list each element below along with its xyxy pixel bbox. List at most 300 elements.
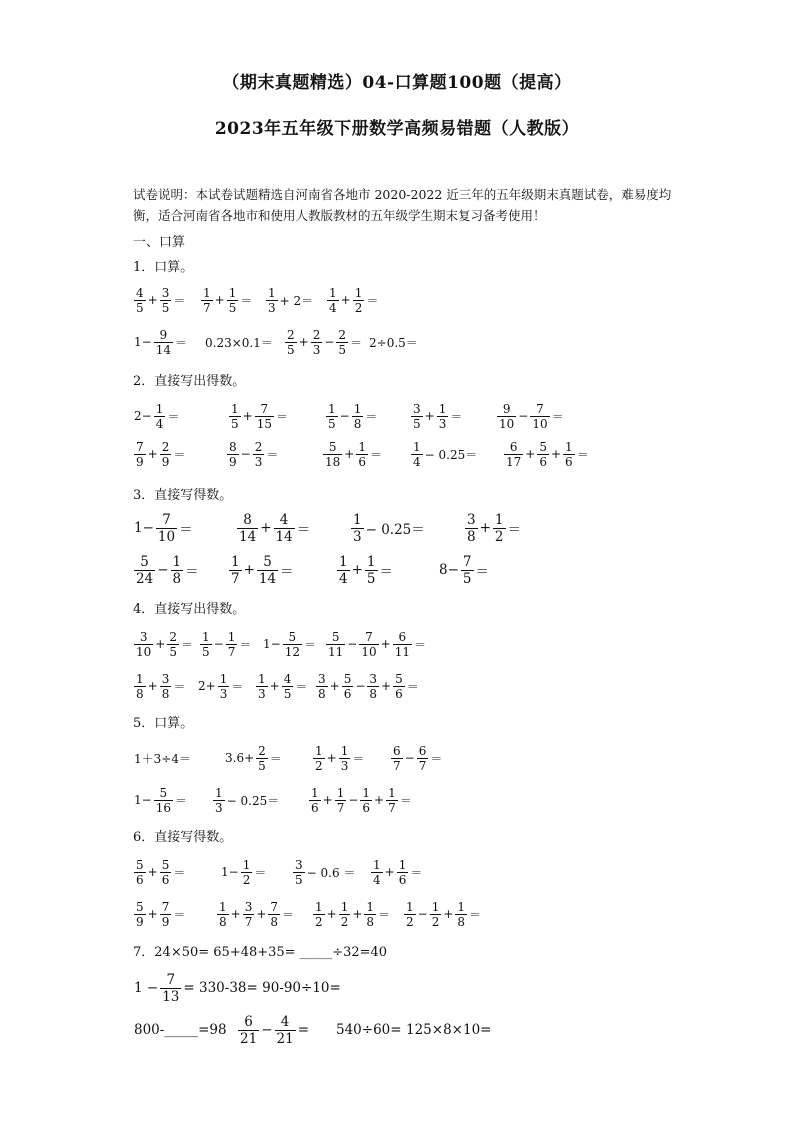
numerator: 1 <box>311 785 319 800</box>
numerator: 7 <box>270 899 279 914</box>
numerator: 1 <box>340 899 349 914</box>
denominator: 10 <box>499 416 515 431</box>
math-expression <box>464 508 522 548</box>
numerator: 5 <box>136 899 144 914</box>
operator-text: 1− <box>263 637 281 651</box>
operator-text: ＝ <box>173 447 186 462</box>
math-expression <box>265 280 314 320</box>
denominator: 5 <box>295 872 303 887</box>
math-expression <box>370 852 423 892</box>
numerator: 1 <box>438 401 447 416</box>
numerator: 1 <box>155 401 164 416</box>
numerator: 1 <box>202 629 210 644</box>
numerator: 5 <box>328 439 337 454</box>
fraction <box>282 672 294 701</box>
math-expression <box>133 1010 228 1050</box>
denominator: 5 <box>228 300 237 315</box>
fraction <box>327 286 339 315</box>
denominator: 3 <box>268 300 276 315</box>
numerator: 5 <box>331 629 340 644</box>
numerator: 6 <box>418 743 427 758</box>
fraction <box>167 630 179 659</box>
math-expression <box>133 550 200 590</box>
expression-row <box>0 280 794 320</box>
numerator: 2 <box>161 439 170 454</box>
operator-text: 2+ <box>198 679 216 693</box>
fraction <box>367 672 379 701</box>
numerator: 1 <box>406 899 414 914</box>
expression-row <box>0 1010 794 1050</box>
math-expression <box>438 550 490 590</box>
denominator: 8 <box>353 416 362 431</box>
fraction <box>134 554 155 587</box>
fraction <box>134 440 146 469</box>
operator-text: − <box>261 1022 273 1038</box>
expression-row <box>0 550 794 590</box>
operator-text: + <box>374 793 385 807</box>
numerator: 1 <box>328 401 336 416</box>
numerator: 1 <box>136 671 144 686</box>
fraction <box>504 440 523 469</box>
numerator: 6 <box>509 439 518 454</box>
expression-row <box>0 852 794 892</box>
numerator: 1 <box>258 671 266 686</box>
math-expression <box>197 666 244 706</box>
math-expression <box>133 396 180 436</box>
operator-text: + <box>424 409 435 423</box>
fraction <box>274 512 295 545</box>
fraction <box>455 900 467 929</box>
expression-row <box>0 780 794 820</box>
operator-text: 125×8×10= <box>406 1022 492 1038</box>
math-expression <box>133 508 194 548</box>
fraction <box>311 328 323 357</box>
operator-text: ＝ <box>185 564 199 580</box>
math-expression <box>390 738 443 778</box>
numerator: 5 <box>161 857 170 872</box>
denominator: 6 <box>395 686 403 701</box>
math-expression <box>405 1010 492 1050</box>
fraction <box>283 630 302 659</box>
fraction <box>397 858 409 887</box>
denominator: 9 <box>136 914 144 929</box>
denominator: 13 <box>162 988 180 1005</box>
numerator: 3 <box>467 511 476 528</box>
operator-text: + <box>147 447 158 461</box>
fraction <box>285 328 297 357</box>
fraction <box>316 672 328 701</box>
math-expression <box>335 1010 403 1050</box>
numerator: 1 <box>315 743 323 758</box>
numerator: 2 <box>254 439 263 454</box>
math-expression <box>368 322 419 362</box>
denominator: 10 <box>532 416 548 431</box>
numerator: 1 <box>565 439 573 454</box>
operator-text: − <box>157 562 169 578</box>
operator-text: + <box>380 637 391 651</box>
operator-text: − <box>348 793 359 807</box>
math-expression <box>226 434 279 474</box>
denominator: 6 <box>358 454 366 469</box>
operator-text: + <box>443 907 454 921</box>
question-label: 5．口算。 <box>133 716 194 731</box>
denominator: 4 <box>329 300 337 315</box>
operator-text: + <box>326 751 337 765</box>
operator-text: + <box>242 409 253 423</box>
paper-description: 试卷说明：本试卷试题精选自河南省各地市 2020-2022 近三年的五年级期末真题试卷，难易度均衡，适合河南省各地市和使用人教版教材的五年级学生期末复习备考使用！ <box>133 187 672 223</box>
denominator: 8 <box>457 914 466 929</box>
operator-text: + <box>214 293 225 307</box>
operator-text: ＝ <box>352 751 365 766</box>
denominator: 5 <box>413 416 421 431</box>
fraction <box>200 630 212 659</box>
denominator: 6 <box>398 872 407 887</box>
operator-text: ＝ <box>173 293 186 308</box>
denominator: 24 <box>136 570 154 587</box>
operator-text: 3.6+ <box>225 751 255 765</box>
denominator: 3 <box>312 342 321 357</box>
denominator: 6 <box>565 454 573 469</box>
operator-text: + <box>322 793 333 807</box>
math-expression <box>133 434 186 474</box>
operator-text: + 2＝ <box>279 293 314 308</box>
math-expression <box>199 624 252 664</box>
denominator: 6 <box>311 800 319 815</box>
math-expression <box>228 550 295 590</box>
denominator: 2 <box>340 914 349 929</box>
operator-text: 0.23×0.1＝ <box>205 335 273 350</box>
fraction <box>268 900 280 929</box>
fraction <box>417 744 429 773</box>
operator-text: 1− <box>134 520 154 536</box>
operator-text: − <box>355 679 366 693</box>
denominator: 5 <box>161 300 170 315</box>
numerator: 1 <box>231 401 239 416</box>
operator-text: − <box>213 637 224 651</box>
fraction <box>323 440 342 469</box>
denominator: 7 <box>244 914 253 929</box>
operator-text: 1− <box>221 865 239 879</box>
fraction <box>160 286 172 315</box>
denominator: 21 <box>276 1030 294 1047</box>
operator-text: − <box>339 409 350 423</box>
numerator: 1 <box>353 401 362 416</box>
denominator: 15 <box>256 416 272 431</box>
fraction <box>154 402 166 431</box>
denominator: 14 <box>239 528 257 545</box>
operator-text: + <box>329 679 340 693</box>
operator-text: 540÷60= <box>336 1022 402 1038</box>
denominator: 6 <box>539 454 547 469</box>
fraction <box>360 786 372 815</box>
fraction <box>237 512 258 545</box>
fraction <box>134 858 146 887</box>
numerator: 4 <box>280 1013 290 1030</box>
fraction <box>227 440 239 469</box>
denominator: 6 <box>136 872 144 887</box>
operator-text: = 330-38= 90-90÷10= <box>183 980 341 996</box>
numerator: 3 <box>413 401 421 416</box>
denominator: 10 <box>361 644 377 659</box>
numerator: 1 <box>494 511 504 528</box>
denominator: 3 <box>215 800 223 815</box>
numerator: 5 <box>539 439 547 454</box>
operator-text: + <box>147 293 158 307</box>
operator-text: ＝ <box>406 679 419 694</box>
math-expression <box>236 508 311 548</box>
operator-text: + <box>381 679 392 693</box>
operator-text: − <box>324 335 335 349</box>
operator-text: ＝ <box>551 409 564 424</box>
denominator: 14 <box>275 528 293 545</box>
numerator: 1 <box>431 899 440 914</box>
expression-row <box>0 624 794 664</box>
numerator: 1 <box>215 785 223 800</box>
numerator: 7 <box>136 439 144 454</box>
denominator: 7 <box>227 644 236 659</box>
denominator: 2 <box>315 914 323 929</box>
denominator: 5 <box>258 758 266 773</box>
math-expression <box>224 738 283 778</box>
math-expression <box>133 894 186 934</box>
fraction <box>461 554 474 587</box>
fraction <box>326 402 338 431</box>
operator-text: 8− <box>439 562 459 578</box>
numerator: 3 <box>244 899 253 914</box>
numerator: 7 <box>260 401 269 416</box>
numerator: 3 <box>318 671 326 686</box>
fraction <box>563 440 575 469</box>
math-expression <box>336 550 394 590</box>
math-expression <box>220 852 267 892</box>
operator-text: ＝ <box>450 409 463 424</box>
fraction <box>465 512 478 545</box>
operator-text: + <box>230 907 241 921</box>
operator-text: ＝ <box>173 679 186 694</box>
numerator: 1 <box>362 785 371 800</box>
fraction <box>371 858 383 887</box>
numerator: 9 <box>159 327 168 342</box>
math-expression <box>204 322 274 362</box>
denominator: 2 <box>431 914 440 929</box>
numerator: 2 <box>169 629 177 644</box>
math-expression <box>284 322 363 362</box>
operator-text: + <box>326 907 337 921</box>
operator-text: ＝ <box>296 522 311 538</box>
denominator: 16 <box>155 800 171 815</box>
numerator: 1 <box>353 511 362 528</box>
fraction <box>430 900 442 929</box>
operator-text: + <box>298 335 309 349</box>
operator-text: ＝ <box>413 637 426 652</box>
question-label: 3．直接写得数。 <box>133 488 233 503</box>
expression-row <box>0 968 794 1008</box>
operator-text: + <box>155 637 166 651</box>
fraction <box>218 672 230 701</box>
fraction <box>342 672 354 701</box>
math-expression <box>133 624 194 664</box>
operator-text: ＝ <box>266 447 279 462</box>
fraction <box>171 554 184 587</box>
fraction <box>275 1014 296 1047</box>
math-expression <box>312 894 391 934</box>
denominator: 11 <box>394 644 410 659</box>
numerator: 4 <box>279 511 289 528</box>
operator-text: 1− <box>134 335 152 349</box>
numerator: 2 <box>338 327 347 342</box>
denominator: 3 <box>340 758 349 773</box>
operator-text: ＝ <box>174 793 187 808</box>
fraction <box>156 512 177 545</box>
operator-text: + <box>340 293 351 307</box>
numerator: 6 <box>244 1013 253 1030</box>
numerator: 1 <box>315 899 323 914</box>
fraction <box>134 900 146 929</box>
numerator: 8 <box>243 511 252 528</box>
operator-text: + <box>243 562 255 578</box>
numerator: 7 <box>462 553 472 570</box>
fraction <box>134 630 153 659</box>
math-expression <box>308 780 413 820</box>
operator-text: 2− <box>134 409 152 423</box>
expression-row <box>0 666 794 706</box>
math-expression <box>410 396 463 436</box>
question-label: 4．直接写出得数。 <box>133 602 246 617</box>
fraction <box>335 786 347 815</box>
fraction <box>537 440 549 469</box>
fraction <box>309 786 321 815</box>
numerator: 1 <box>219 671 228 686</box>
fraction <box>134 672 146 701</box>
operator-text: ＝ <box>369 447 382 462</box>
denominator: 2 <box>242 872 251 887</box>
denominator: 5 <box>328 416 336 431</box>
math-expression <box>133 852 186 892</box>
fraction <box>226 630 238 659</box>
numerator: 1 <box>231 553 240 570</box>
expression-row <box>0 434 794 474</box>
denominator: 9 <box>161 914 170 929</box>
denominator: 2 <box>494 528 504 545</box>
operator-text: + <box>147 865 158 879</box>
denominator: 5 <box>287 342 295 357</box>
fraction <box>255 402 274 431</box>
math-expression <box>503 434 590 474</box>
fraction <box>160 900 172 929</box>
numerator: 4 <box>136 285 144 300</box>
numerator: 1 <box>329 285 337 300</box>
denominator: 7 <box>393 758 401 773</box>
math-expression <box>292 852 356 892</box>
numerator: 1 <box>203 285 211 300</box>
operator-text: ＝ <box>280 564 294 580</box>
denominator: 10 <box>136 644 152 659</box>
denominator: 4 <box>413 454 421 469</box>
fraction <box>154 786 173 815</box>
fraction <box>337 554 350 587</box>
denominator: 9 <box>136 454 144 469</box>
fraction <box>530 402 549 431</box>
operator-text: ＝ <box>282 907 295 922</box>
operator-text: 2÷0.5＝ <box>369 335 418 350</box>
numerator: 1 <box>339 553 348 570</box>
expression-row <box>0 396 794 436</box>
math-expression <box>315 666 420 706</box>
fraction <box>243 900 255 929</box>
operator-text: ＝ <box>399 793 412 808</box>
page-title: （期末真题精选）04-口算题100题（提高） <box>222 73 572 93</box>
numerator: 1 <box>398 857 407 872</box>
denominator: 7 <box>388 800 396 815</box>
numerator: 1 <box>336 785 345 800</box>
fraction <box>154 328 173 357</box>
fraction <box>493 512 506 545</box>
numerator: 5 <box>140 553 149 570</box>
section-heading: 一、口算 <box>133 235 186 250</box>
operator-text: ＝ <box>378 907 391 922</box>
denominator: 8 <box>270 914 279 929</box>
operator-text: ＝ <box>240 293 253 308</box>
operator-text: ＝ <box>179 522 193 538</box>
denominator: 8 <box>161 686 170 701</box>
numerator: 1 <box>366 553 376 570</box>
numerator: 1 <box>354 285 363 300</box>
operator-text: + <box>479 520 491 536</box>
denominator: 8 <box>172 570 182 587</box>
operator-text: + <box>269 679 280 693</box>
numerator: 3 <box>161 671 170 686</box>
denominator: 8 <box>369 686 378 701</box>
denominator: 8 <box>219 914 227 929</box>
operator-text: − 0.25＝ <box>226 793 280 808</box>
denominator: 3 <box>254 454 263 469</box>
numerator: 7 <box>365 629 373 644</box>
denominator: 7 <box>203 300 211 315</box>
fraction <box>160 972 181 1005</box>
math-expression <box>325 624 427 664</box>
fraction <box>313 900 325 929</box>
operator-text: ＝ <box>365 409 378 424</box>
operator-text: + <box>351 562 363 578</box>
denominator: 4 <box>339 570 348 587</box>
numerator: 3 <box>295 857 303 872</box>
operator-text: ＝ <box>576 447 589 462</box>
numerator: 1 <box>268 285 276 300</box>
operator-text: ＝ <box>254 865 267 880</box>
denominator: 3 <box>438 416 447 431</box>
numerator: 1 <box>457 899 466 914</box>
operator-text: − 0.6 ＝ <box>306 865 356 880</box>
operator-text: − <box>518 409 529 423</box>
numerator: 7 <box>536 401 544 416</box>
fraction <box>386 786 398 815</box>
fraction <box>256 672 268 701</box>
math-expression <box>325 396 378 436</box>
denominator: 4 <box>155 416 164 431</box>
math-expression <box>312 738 365 778</box>
fraction <box>339 900 351 929</box>
operator-text: + <box>147 907 158 921</box>
fraction <box>160 858 172 887</box>
operator-text: − <box>404 751 415 765</box>
operator-text: ＝ <box>303 637 316 652</box>
math-expression <box>237 1010 310 1050</box>
operator-text: + <box>352 907 363 921</box>
fraction <box>256 744 268 773</box>
math-expression <box>216 894 295 934</box>
fraction <box>229 554 242 587</box>
operator-text: ＝ <box>379 564 393 580</box>
